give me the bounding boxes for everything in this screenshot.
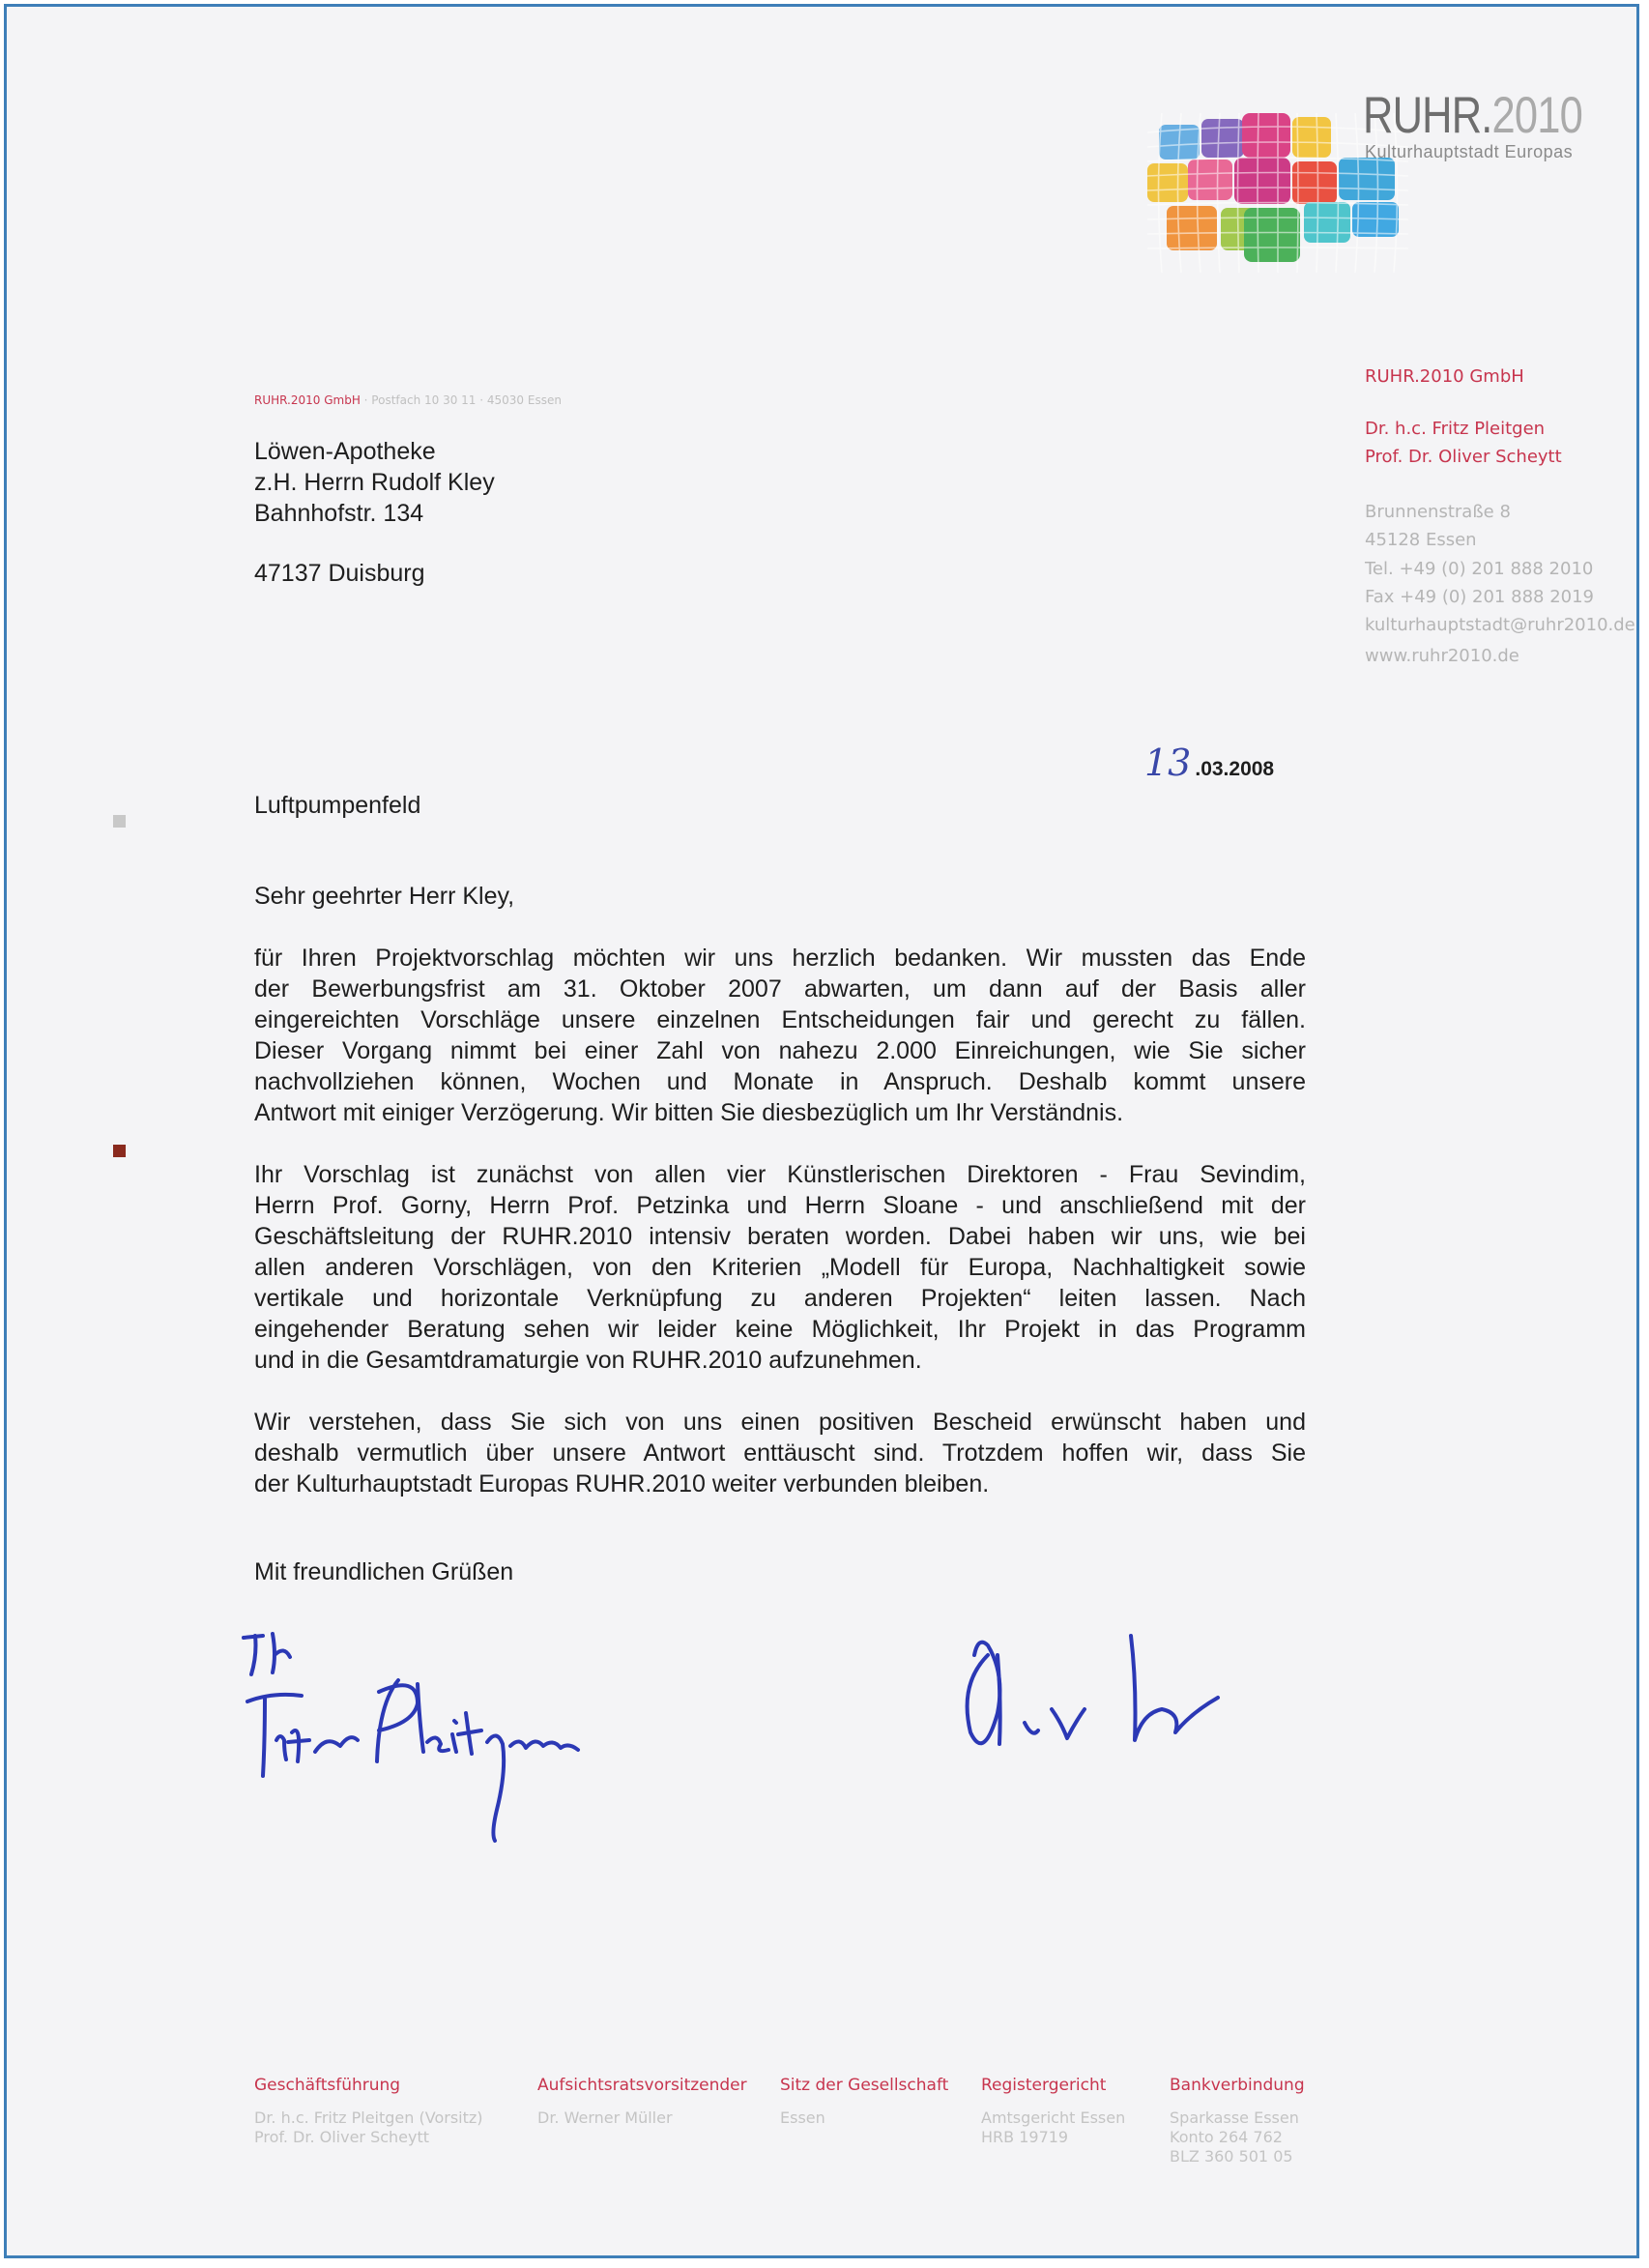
sender-tel: Tel. +49 (0) 201 888 2010 [1365,559,1594,579]
logo-tagline: Kulturhauptstadt Europas [1365,142,1574,161]
footer-line: Konto 264 762 [1170,2128,1283,2146]
paragraph-line: für Ihren Projektvorschlag möchten wir uns herzlich bedanken. Wir mussten das Ende [254,945,1306,972]
footer-line: HRB 19719 [981,2128,1069,2146]
footer-heading-supervisory-board: Aufsichtsratsvorsitzender [537,2076,747,2095]
paragraph-line: allen anderen Vorschlägen, von den Kriterien „Modell für Europa, Nachhaltigkeit sowie [254,1254,1306,1281]
paragraph-line: der Bewerbungsfrist am 31. Oktober 2007 abwarten, um dann auf der Basis aller [254,975,1306,1003]
logo-word-year: 2010 [1491,87,1582,144]
letter-page [4,4,1639,2258]
footer-line: Dr. h.c. Fritz Pleitgen (Vorsitz) [254,2108,483,2127]
body-paragraph-3 [254,1407,1306,1499]
signature-oliver-scheytt [949,1616,1316,1790]
sender-company: RUHR.2010 GmbH [1365,366,1524,387]
sender-manager-1: Dr. h.c. Fritz Pleitgen [1365,419,1546,439]
paragraph-line: Ihr Vorschlag ist zunächst von allen vier Künstlerischen Direktoren - Frau Sevindim, [254,1161,1306,1188]
footer-heading-register-court: Registergericht [981,2076,1107,2095]
footer-line: Dr. Werner Müller [537,2108,673,2127]
salutation: Sehr geehrter Herr Kley, [254,883,515,910]
sender-email: kulturhauptstadt@ruhr2010.de [1365,615,1635,635]
paragraph-line: vertikale und horizontale Verknüpfung zu anderen Projekten“ leiten lassen. Nach [254,1285,1306,1312]
paragraph-line: Herrn Prof. Gorny, Herrn Prof. Petzinka und Herrn Sloane - und anschließend mit der [254,1192,1306,1219]
paragraph-line: deshalb vermutlich über unsere Antwort enttäuscht sind. Trotzdem hoffen wir, dass Sie [254,1439,1306,1467]
logo-wordmark [1363,86,1582,145]
sender-web: www.ruhr2010.de [1365,646,1519,666]
closing: Mit freundlichen Grüßen [254,1558,514,1585]
recipient-city: 47137 Duisburg [254,560,425,587]
paragraph-line: eingehender Beratung sehen wir leider keine Möglichkeit, Ihr Projekt in das Programm [254,1316,1306,1343]
recipient-line-2: z.H. Herrn Rudolf Kley [254,469,495,496]
footer-line: Essen [780,2108,825,2127]
signature-fritz-pleitgen [234,1616,611,1858]
sender-city: 45128 Essen [1365,530,1477,550]
fold-marker-red [113,1145,126,1157]
sender-fax: Fax +49 (0) 201 888 2019 [1365,587,1594,607]
return-address-company: RUHR.2010 GmbH [254,393,361,407]
recipient-line-3: Bahnhofstr. 134 [254,500,424,527]
fold-marker-grey [113,815,126,828]
paragraph-line: der Kulturhauptstadt Europas RUHR.2010 weiter verbunden bleiben. [254,1470,990,1497]
body-paragraph-2 [254,1159,1306,1376]
footer-line: Amtsgericht Essen [981,2108,1126,2127]
paragraph-line: Wir verstehen, dass Sie sich von uns einen positiven Bescheid erwünscht haben und [254,1409,1306,1436]
footer-heading-registered-office: Sitz der Gesellschaft [780,2076,949,2095]
paragraph-line: eingereichten Vorschläge unsere einzelnen Entscheidungen fair und gerecht zu fällen. [254,1006,1306,1033]
footer-heading-bank: Bankverbindung [1170,2076,1305,2095]
sender-street: Brunnenstraße 8 [1365,502,1511,522]
footer-line: Sparkasse Essen [1170,2108,1299,2127]
paragraph-line: und in die Gesamtdramaturgie von RUHR.2010 aufzunehmen. [254,1347,922,1374]
recipient-line-1: Löwen-Apotheke [254,438,436,465]
paragraph-line: Geschäftsleitung der RUHR.2010 intensiv beraten worden. Dabei haben wir uns, wie bei [254,1223,1306,1250]
paragraph-line: Dieser Vorgang nimmt bei einer Zahl von nahezu 2.000 Einreichungen, wie Sie sicher [254,1037,1306,1064]
subject-line: Luftpumpenfeld [254,792,421,819]
logo-word-main: RUHR. [1363,87,1492,144]
paragraph-line: Antwort mit einiger Verzögerung. Wir bitten Sie diesbezüglich um Ihr Verständnis. [254,1099,1124,1126]
footer-line: Prof. Dr. Oliver Scheytt [254,2128,430,2146]
body-paragraph-1 [254,943,1306,1128]
return-address-rest: · Postfach 10 30 11 · 45030 Essen [360,393,562,407]
paragraph-line: nachvollziehen können, Wochen und Monate in Anspruch. Deshalb kommt unsere [254,1068,1306,1095]
footer-heading-management: Geschäftsführung [254,2076,401,2095]
footer-line: BLZ 360 501 05 [1170,2147,1293,2166]
date-rest: .03.2008 [1195,758,1275,780]
return-address [254,393,562,407]
date-day-handwritten: 13 [1144,741,1192,784]
sender-manager-2: Prof. Dr. Oliver Scheytt [1365,447,1562,467]
letter-date [1144,741,1274,784]
